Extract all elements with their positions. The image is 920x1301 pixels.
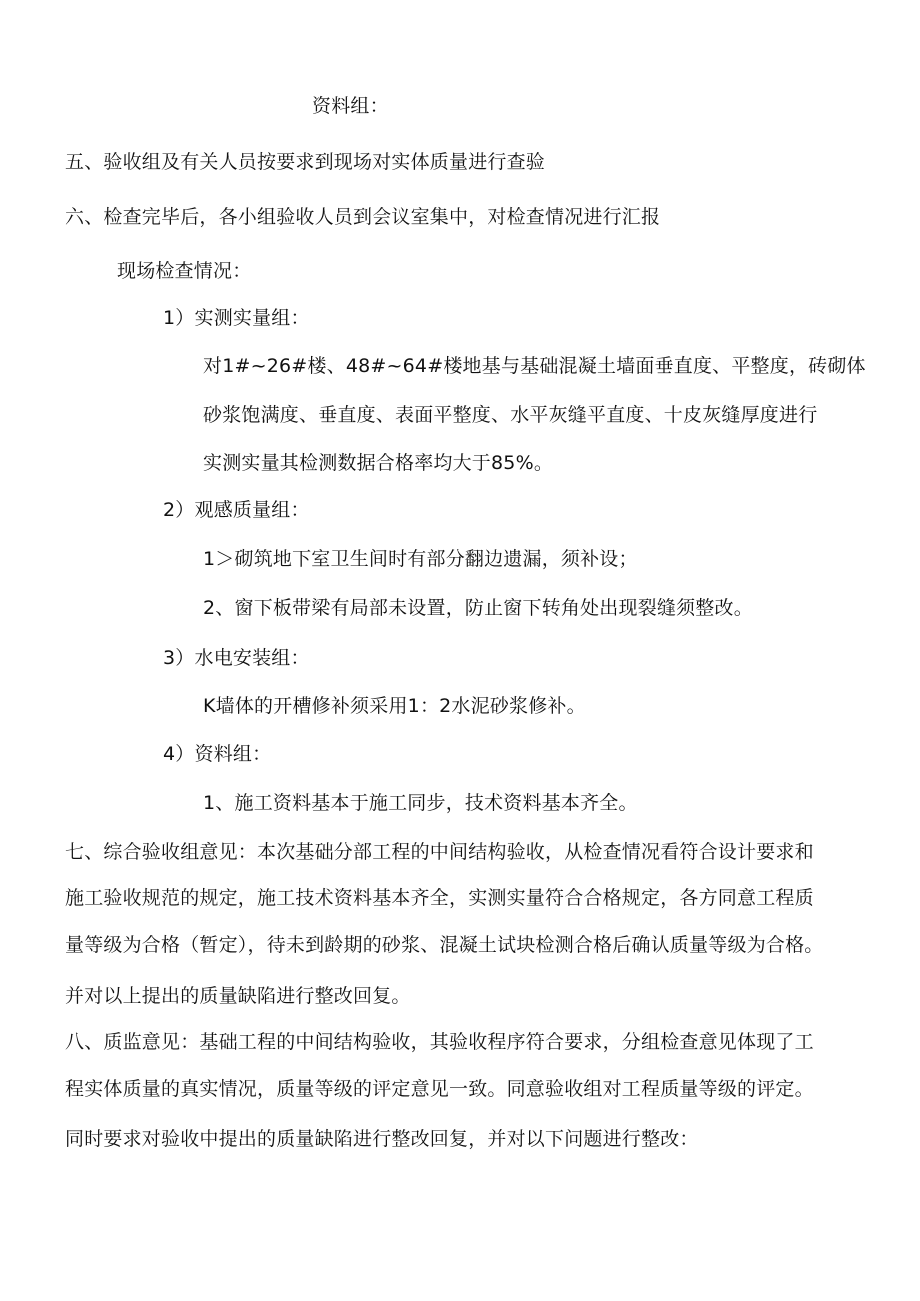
measurement-text-line-3: 实测实量其检测数据合格率均大于85%。 xyxy=(203,452,554,474)
section-8-line-3: 同时要求对验收中提出的质量缺陷进行整改回复，并对以下问题进行整改： xyxy=(65,1128,699,1150)
section-5-inspection: 五、验收组及有关人员按要求到现场对实体质量进行查验 xyxy=(65,151,546,173)
section-8-line-2: 程实体质量的真实情况，质量等级的评定意见一致。同意验收组对工程质量等级的评定。 xyxy=(65,1078,814,1100)
section-7-line-4: 并对以上提出的质量缺陷进行整改回复。 xyxy=(65,985,411,1007)
mep-issue-1: K墙体的开槽修补须采用1：2水泥砂浆修补。 xyxy=(203,695,586,717)
section-6-report: 六、检查完毕后，各小组验收人员到会议室集中，对检查情况进行汇报 xyxy=(65,206,661,228)
item-1-measurement-group: 1）实测实量组： xyxy=(163,307,310,329)
section-7-line-3: 量等级为合格（暂定），待未到龄期的砂浆、混凝土试块检测合格后确认质量等级为合格。 xyxy=(65,934,824,956)
section-8-line-1: 八、质监意见：基础工程的中间结构验收，其验收程序符合要求，分组检查意见体现了工 xyxy=(65,1031,814,1053)
appearance-issue-1: 1＞砌筑地下室卫生间时有部分翻边遗漏，须补设； xyxy=(203,548,638,570)
measurement-text-line-2: 砂浆饱满度、垂直度、表面平整度、水平灰缝平直度、十皮灰缝厚度进行 xyxy=(203,404,818,426)
item-4-data-group: 4）资料组： xyxy=(163,743,272,765)
item-3-mep-group: 3）水电安装组： xyxy=(163,647,310,669)
section-7-line-2: 施工验收规范的规定，施工技术资料基本齐全，实测实量符合合格规定，各方同意工程质 xyxy=(65,887,814,909)
data-group-note-1: 1、施工资料基本于施工同步，技术资料基本齐全。 xyxy=(203,792,638,814)
appearance-issue-2: 2、窗下板带梁有局部未设置，防止窗下转角处出现裂缝须整改。 xyxy=(203,597,753,619)
measurement-text-line-1: 对1#~26#楼、48#~64#楼地基与基础混凝土墙面垂直度、平整度，砖砌体 xyxy=(203,355,866,377)
section-7-line-1: 七、综合验收组意见：本次基础分部工程的中间结构验收，从检查情况看符合设计要求和 xyxy=(65,841,814,863)
onsite-inspection-heading: 现场检查情况： xyxy=(117,260,252,282)
item-2-appearance-group: 2）观感质量组： xyxy=(163,499,310,521)
heading-data-group: 资料组： xyxy=(312,95,389,117)
